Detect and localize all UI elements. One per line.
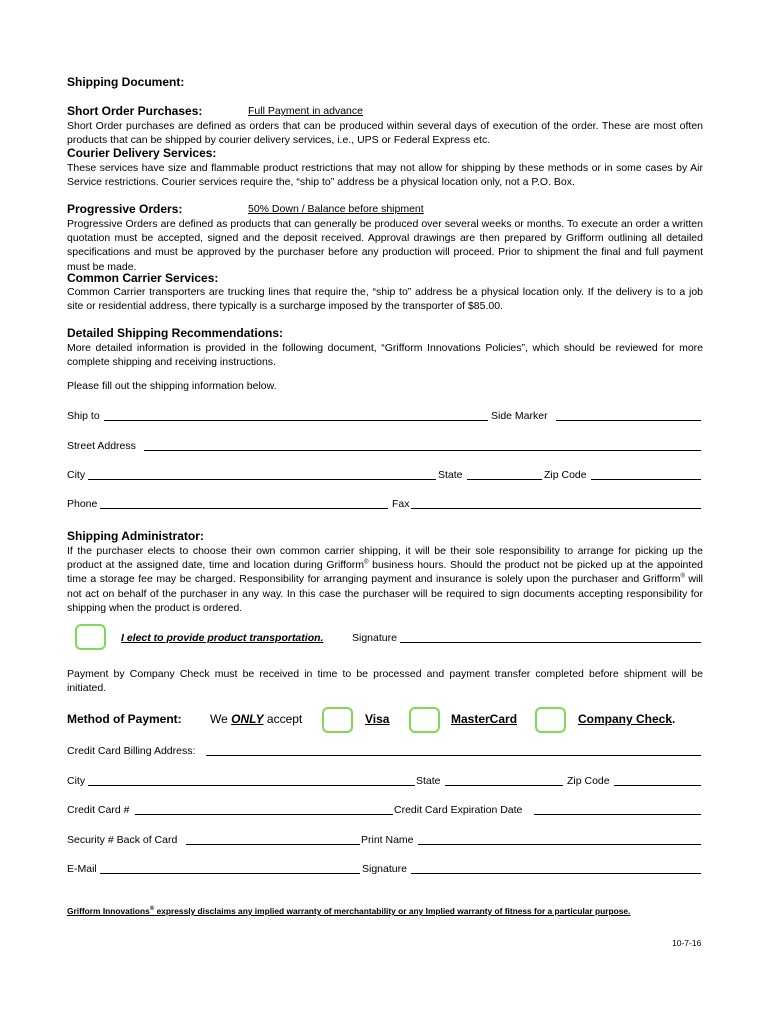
visa-checkbox[interactable] [322,707,353,733]
expiration-label: Credit Card Expiration Date [394,804,523,816]
billing-city-label: City [67,775,86,787]
email-field[interactable] [100,873,360,874]
security-field[interactable] [186,844,360,845]
billing-address-field[interactable] [206,755,701,756]
mastercard-label: MasterCard [451,712,518,726]
billing-signature-label: Signature [362,863,407,875]
progressive-terms: 50% Down / Balance before shipment [248,203,424,215]
disclaimer: Grifform Innovations® expressly disclaims any implied warranty of merchantability or any Implied warranty of fitness for a particular purpose. [67,906,631,916]
detailed-body: More detailed information is provided in the following document, “Grifform Innovations Policies”, which should be reviewed for more complete shipping and receiving instructions. [67,342,703,369]
mastercard-checkbox[interactable] [409,707,440,733]
print-name-label: Print Name [361,834,414,846]
billing-zip-label: Zip Code [567,775,610,787]
detailed-heading: Detailed Shipping Recommendations: [67,326,284,340]
state-field[interactable] [467,479,542,480]
short-order-terms: Full Payment in advance [248,105,363,117]
admin-signature-field[interactable] [400,642,701,643]
side-marker-field[interactable] [556,420,701,421]
billing-signature-field[interactable] [411,873,701,874]
admin-signature-label: Signature [352,632,397,644]
common-carrier-body: Common Carrier transporters are trucking lines that require the, “ship to” address be a physical location only. If the delivery is to a job site or residential address, there typically is a surcharge imposed by the transporter of $85.00. [67,286,703,313]
zip-field[interactable] [591,479,701,480]
company-check-checkbox[interactable] [535,707,566,733]
state-label: State [438,469,463,481]
short-order-body: Short Order purchases are defined as orders that can be produced within several days of execution of the order. These are most often products that can be shipped by courier delivery services, i.e., UPS or Federal Express etc. [67,120,703,147]
visa-label: Visa [365,712,390,726]
payment-note: Payment by Company Check must be received in time to be processed and payment transfer completed before shipment will be initiated. [67,668,703,695]
expiration-field[interactable] [534,814,701,815]
street-address-field[interactable] [144,450,701,451]
progressive-body: Progressive Orders are defined as products that can generally be produced over several weeks or months. To execute an order a written quotation must be accepted, signed and the deposit received. Approval drawings are then prepared by Grifform outlining all detailed specifications and must be approved by the purchaser before any production will proceed. Prior to shipment the final and full payment must be made. [67,218,703,273]
billing-address-label: Credit Card Billing Address: [67,745,196,757]
company-check-label: Company Check. [578,712,676,726]
print-name-field[interactable] [418,844,701,845]
payment-heading: Method of Payment: [67,712,182,726]
only-emphasis: ONLY [231,712,264,726]
short-order-heading: Short Order Purchases: [67,104,203,118]
street-address-label: Street Address [67,440,136,452]
phone-label: Phone [67,498,98,510]
courier-heading: Courier Delivery Services: [67,146,217,160]
security-label: Security # Back of Card [67,834,178,846]
fax-label: Fax [392,498,410,510]
zip-label: Zip Code [544,469,587,481]
registered-mark: ® [364,559,369,566]
admin-body: If the purchaser elects to choose their own common carrier shipping, it will be their sole responsibility to arrange for picking up the product at the assigned date, time and location during Grifform® business hours. Should the product not be picked up at the appointed time a storage fee may be charged. Responsibility for arranging payment and insurance is solely upon the purchaser and Grifform® will not act on behalf of the purchaser in any way. In this case the purchaser will be required to sign documents accepting responsibility for shipping when the product is ordered. [67,545,704,614]
email-label: E-Mail [67,863,97,875]
card-number-field[interactable] [135,814,393,815]
side-marker-label: Side Marker [491,410,548,422]
payment-accept-text: We ONLY accept [210,712,303,726]
billing-state-field[interactable] [445,785,563,786]
fax-field[interactable] [411,508,701,509]
city-label: City [67,469,86,481]
progressive-heading: Progressive Orders: [67,202,183,216]
fill-instruction: Please fill out the shipping information below. [67,380,277,392]
elect-transport-label: I elect to provide product transportation. [121,632,324,644]
revision-date: 10-7-16 [672,938,702,948]
card-number-label: Credit Card # [67,804,130,816]
ship-to-label: Ship to [67,410,100,422]
admin-heading: Shipping Administrator: [67,529,204,543]
billing-city-field[interactable] [88,785,415,786]
city-field[interactable] [88,479,436,480]
registered-mark: ® [149,906,155,913]
document-title: Shipping Document: [67,75,185,89]
phone-field[interactable] [100,508,388,509]
registered-mark: ® [680,573,685,580]
billing-zip-field[interactable] [614,785,701,786]
ship-to-field[interactable] [104,420,488,421]
courier-body: These services have size and flammable product restrictions that may not allow for shipping by these methods or in some cases by Air Service restrictions. Courier services require the, “ship to” address be a physical location only, not a P.O. Box. [67,162,703,189]
elect-transport-checkbox[interactable] [75,624,106,650]
billing-state-label: State [416,775,441,787]
common-carrier-heading: Common Carrier Services: [67,271,219,285]
